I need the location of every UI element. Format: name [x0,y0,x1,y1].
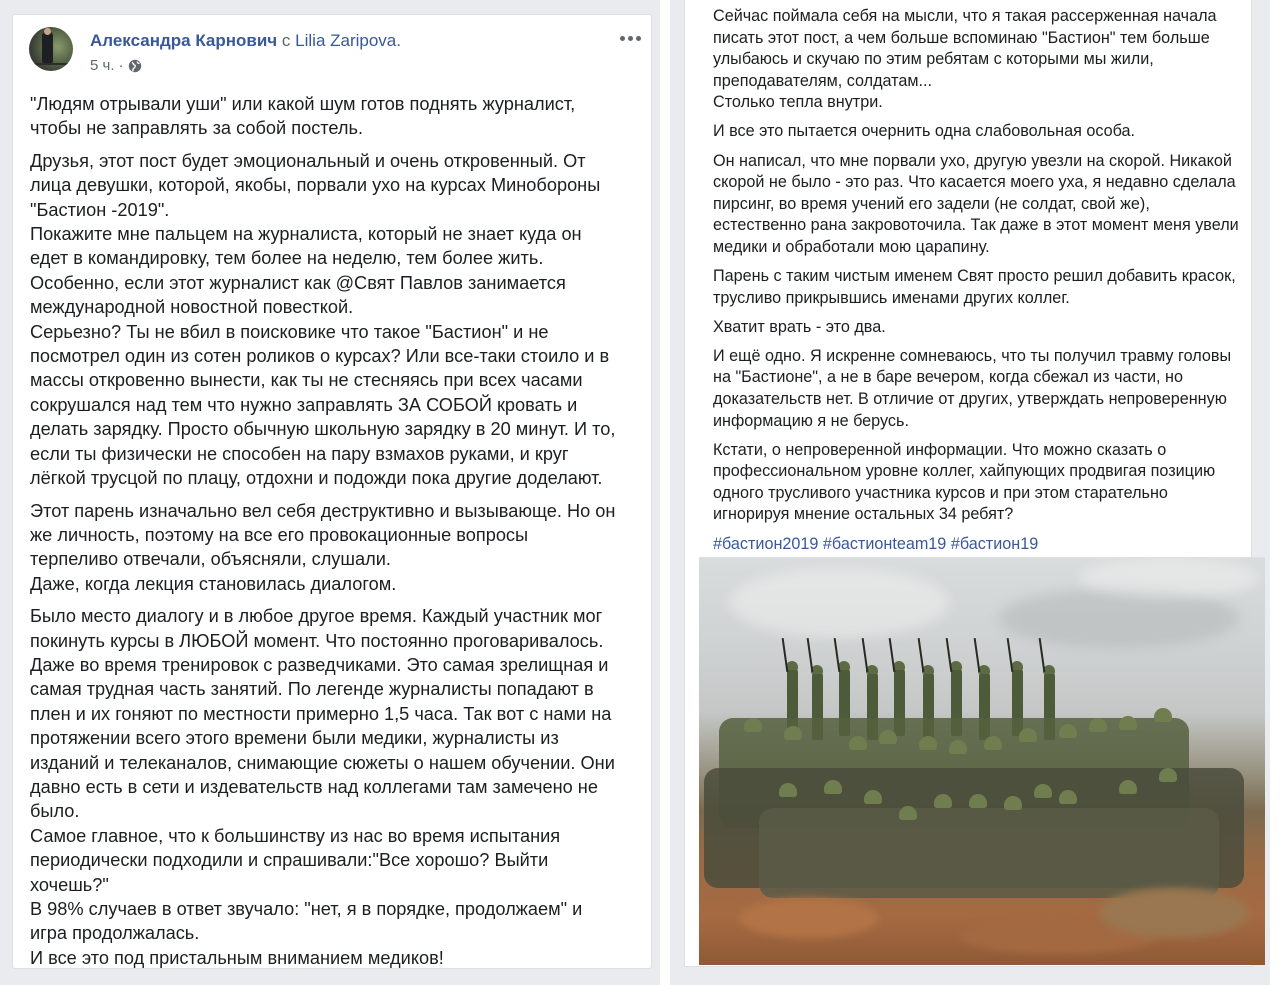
rifle [782,638,789,672]
text-line: если ты физически не способен на пару взмахов руками, и круг [30,443,569,464]
text-line: И все это пытается очернить одна слабовольная особа. [713,122,1136,141]
globe-icon[interactable] [128,59,142,73]
text-line: Покажите мне пальцем на журналиста, который не знает куда он [30,224,582,245]
rifle [946,638,953,672]
post-paragraph [713,6,1248,114]
helmet [1159,768,1177,782]
hashtag-link[interactable]: #бастион2019 [713,534,819,553]
text-line: посмотрел один из сотен роликов о курсах? Или все-таки стоило и в [30,346,610,367]
text-line: массы откровенно вынести, как ты не стесняясь при всех часами [30,370,583,391]
post-paragraph [713,440,1248,526]
text-line: И все это под пристальным вниманием медиков! [30,947,444,968]
text-line: писать этот пост, а чем больше вспоминаю "Бастион" тем больше [713,28,1210,47]
text-line: Кстати, о непроверенной информации. Что можно сказать о [713,440,1167,459]
tagged-person-link[interactable]: Lilia Zaripova. [295,31,401,50]
post-paragraph [713,266,1248,309]
post-card-continuation [684,0,1252,967]
hashtags [713,534,1248,556]
text-line: периодически подходили и спрашивали:"Все хорошо? Выйти [30,850,549,871]
text-line: профессиональном уровне коллег, хайпующих продвигая позицию [713,462,1216,481]
helmet [1059,724,1077,738]
post-paragraph [30,92,640,141]
post-paragraph [30,499,640,597]
text-line: изданий и телеканалов, снимающие сюжеты о нашем обучении. Они [30,752,615,773]
helmet [1119,780,1137,794]
helmet [779,783,797,797]
photo-group [759,808,1219,898]
helmet [864,790,882,804]
text-line: протяжении всего этого времени были медики, журналисты из [30,728,559,749]
hashtag-link[interactable]: #бастион19 [950,534,1039,553]
more-options-button[interactable] [616,28,644,48]
rifle [807,638,814,672]
text-line: терпеливо отвечали, объясняли, слушали. [30,549,391,570]
text-line: Парень с таким чистым именем Свят просто решил добавить красок, [713,267,1236,286]
more-options-icon-dot [628,36,633,41]
text-line: Серьезно? Ты не вбил в поисковике что такое "Бастион" и не [30,321,549,342]
avatar-railing [29,63,73,65]
text-line: делать зарядку. Просто обычную школьную зарядку в 20 минут. И то, [30,419,616,440]
text-line: Столько тепла внутри. [713,93,883,112]
post-timestamp[interactable]: 5 ч. [90,57,115,74]
helmet [919,736,937,750]
helmet [824,780,842,794]
text-line: "Людям отрывали уши" или какой шум готов поднять журналист, [30,94,576,114]
text-line: скорой не было - это раз. Что касается моего уха, я недавно сделала [713,173,1236,192]
text-line: Даже во время тренировок с разведчиками. Это самая зрелищная и [30,654,609,675]
text-line: Друзья, этот пост будет эмоциональный и очень откровенный. От [30,150,586,171]
text-line: Даже, когда лекция становилась диалогом. [30,573,397,594]
text-line: международной новостной повесткой. [30,297,354,318]
post-paragraph [30,149,640,491]
helmet [969,794,987,808]
avatar-figure [42,31,53,63]
text-line: покинуть курсы в ЛЮБОЙ момент. Что постоянно проговаривалось. [30,630,604,651]
rifle [918,638,925,672]
cloud [1079,558,1259,598]
text-line: медики и обработали мою царапину. [713,237,990,256]
helmet [849,736,867,750]
text-line: хочешь?" [30,874,109,895]
text-line: же личность, поэтому на все его провокационные вопросы [30,524,529,545]
rifle [889,638,896,672]
text-line: едет в командировку, тем более на неделю, тем более жить. [30,248,544,269]
text-line: трусливо прикрывшись именами других коллег. [713,288,1070,307]
text-line: на "Бастионе", а не в баре вечером, когда сбежал из части, но [713,368,1183,387]
helmet [784,726,802,740]
text-line: Особенно, если этот журналист как @Свят Павлов занимается [30,272,566,293]
avatar-head [44,28,51,35]
text-line: В 98% случаев в ответ звучало: "нет, я в порядке, продолжаем" и [30,899,583,919]
text-line: естественно рана закровоточила. Так даже в этот момент меня увели [713,216,1239,235]
helmet [1119,716,1137,730]
text-line: улыбаюсь и скучаю по этим ребятам с которыми мы жили, [713,50,1154,69]
text-line: информацию я не берусь. [713,411,909,430]
text-line: сокрушался над тем что нужно заправлять ЗА СОБОЙ кровать и [30,394,578,415]
helmet [1034,784,1052,798]
post-author-line [90,30,401,52]
post-paragraph [713,151,1248,259]
text-line: плен и их гоняют по местности примерно 1,5 часа. Так вот с нами на [30,703,612,724]
rifle [974,638,981,672]
text-line: Этот парень изначально вел себя деструктивно и вызывающе. Но он [30,500,616,521]
text-line: было. [30,801,80,822]
text-line: Хватит врать - это два. [713,317,886,336]
text-line: одного трусливого участника курсов и при этом старательно [713,483,1168,502]
cloud [729,568,949,638]
text-line: лёгкой трусцой по плацу, отдохни и подожди пока другие доделают. [30,468,603,489]
post-body-left [30,92,640,978]
helmet [1089,718,1107,732]
author-avatar[interactable] [29,27,73,71]
ground [1099,888,1249,938]
helmet [1019,728,1037,742]
cloud [999,588,1239,648]
text-line: "Бастион -2019". [30,199,170,220]
text-line: доказательств нет. В отличие от других, утверждать непроверенную [713,390,1227,408]
helmet [899,806,917,820]
meta-separator: · [118,57,124,74]
post-paragraph [713,346,1248,432]
text-line: Сейчас поймала себя на мысли, что я такая рассерженная начала [713,7,1217,25]
more-options-icon [620,36,625,41]
post-meta [90,56,142,76]
hashtag-link[interactable]: #бастионteam19 [822,534,947,553]
helmet [1154,708,1172,722]
post-paragraph [713,317,1248,339]
rifle [834,638,841,672]
text-line: Он написал, что мне порвали ухо, другую увезли на скорой. Никакой [713,151,1232,170]
text-line: Самое главное, что к большинству из нас во время испытания [30,825,561,846]
helmet [1004,796,1022,810]
post-paragraph [30,604,640,970]
rifle [1007,638,1014,672]
text-line: Было место диалогу и в любое другое время. Каждый участник мог [30,606,603,627]
author-name-link[interactable]: Александра Карнович [90,31,278,50]
right-screenshot-panel [670,0,1270,985]
post-paragraph [713,121,1248,143]
helmet [984,736,1002,750]
post-body-right [713,6,1248,563]
more-options-icon-dot [636,36,641,41]
helmet [879,730,897,744]
rifle [1039,638,1046,672]
rifle [862,638,869,672]
text-line: самая трудная часть занятий. По легенде журналисты попадают в [30,679,594,700]
text-line: игнорируя мнение остальных 34 ребят? [713,505,1014,524]
text-line: игра продолжалась. [30,923,200,944]
text-line: пирсинг, во время учений его задели (не солдат, свой же), [713,194,1150,213]
with-word: с [281,31,291,50]
ground [739,898,879,938]
text-line: И ещё одно. Я искренне сомневаюсь, что ты получил травму головы [713,346,1232,365]
text-line: чтобы не заправлять за собой постель. [30,118,364,139]
helmet [1059,790,1077,804]
right-edge [1270,0,1280,985]
text-line: давно есть в сети и издевательств над коллегами там замечено не [30,776,598,797]
text-line: преподавателям, солдатам... [713,71,933,90]
post-photo[interactable] [699,557,1265,965]
helmet [744,718,762,732]
helmet [949,740,967,754]
divider [660,0,670,985]
helmet [934,794,952,808]
text-line: лица девушки, которой, якобы, порвали ухо на курсах Минобороны [30,175,601,196]
